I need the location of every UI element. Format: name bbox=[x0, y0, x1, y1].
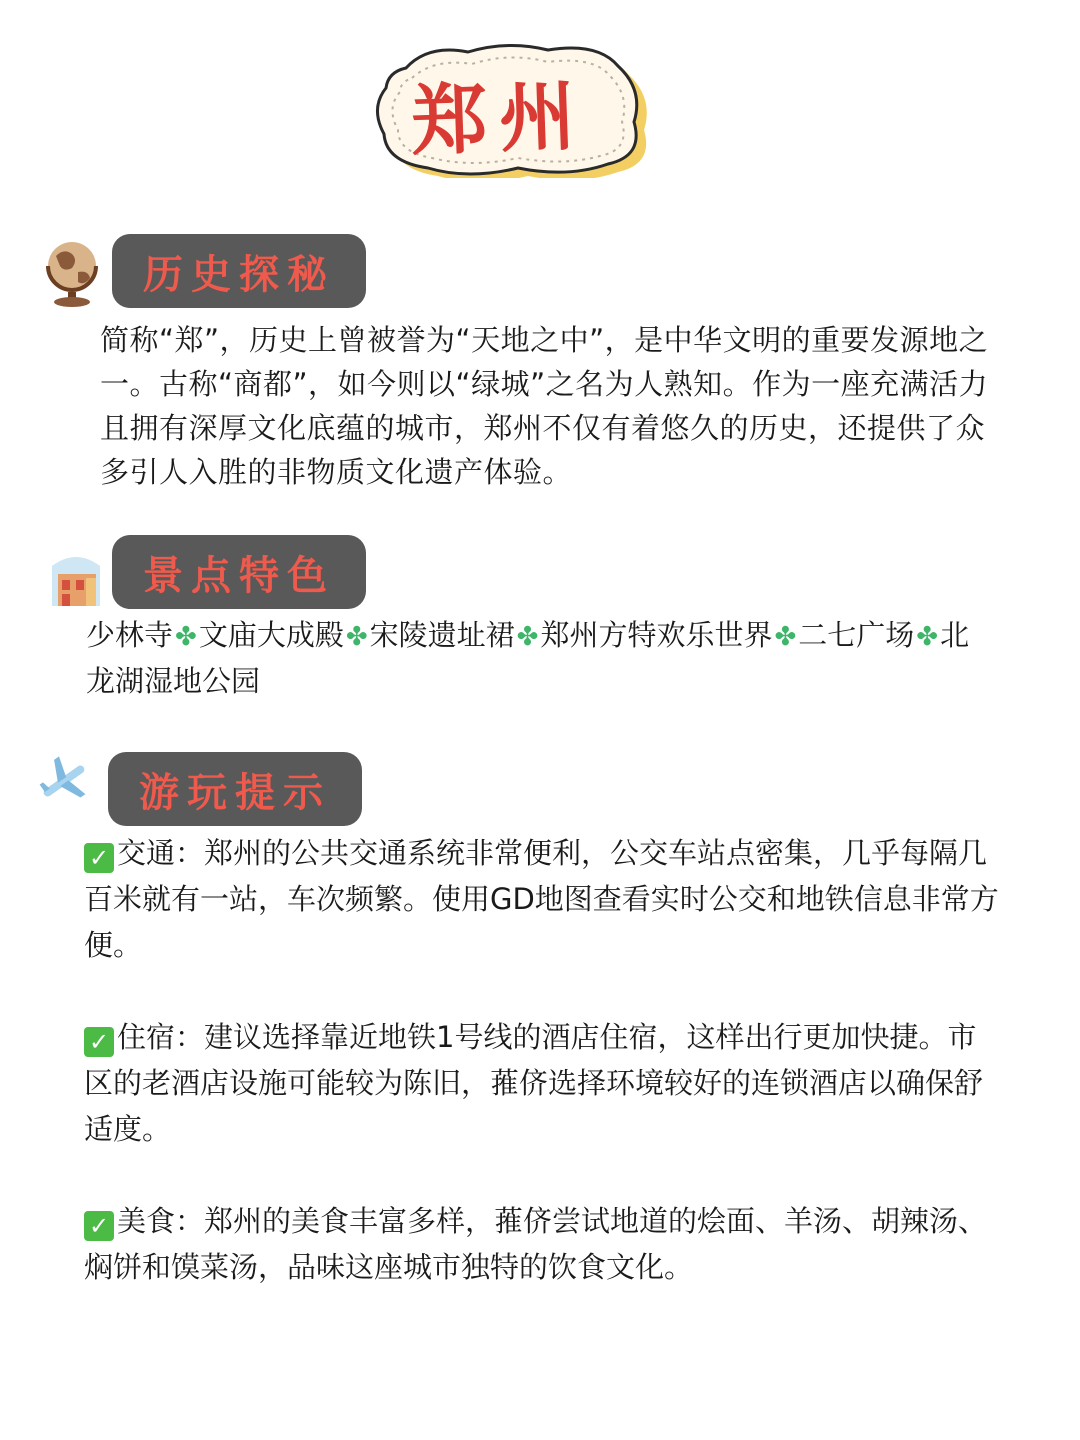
tip-text: 住宿：建议选择靠近地铁1号线的酒店住宿，这样出行更加快捷。市区的老酒店设施可能较为陈旧，蓷侪选择环境较好的连锁酒店以确保舒适度。 bbox=[84, 1020, 984, 1146]
tip-food bbox=[84, 1198, 1004, 1290]
page-title: 郑州 bbox=[409, 70, 589, 167]
spot-item: 二七广场 bbox=[798, 618, 915, 652]
checkmark-icon: ✓ bbox=[84, 1027, 114, 1057]
section-tips-heading bbox=[108, 752, 362, 826]
airplane-icon bbox=[36, 754, 92, 808]
globe-icon bbox=[42, 234, 104, 308]
checkmark-icon: ✓ bbox=[84, 1211, 114, 1241]
section-history-heading bbox=[112, 234, 366, 308]
tip-text: 交通：郑州的公共交通系统非常便利，公交车站点密集，几乎每隔几百米就有一站，车次频繁。使用GD地图查看实时公交和地铁信息非常方便。 bbox=[84, 836, 999, 962]
spots-list bbox=[86, 613, 986, 703]
spot-item: 少林寺 bbox=[86, 618, 174, 652]
clover-icon: ✤ bbox=[175, 622, 197, 652]
title-badge bbox=[368, 38, 648, 178]
section-spots-label: 景点特色 bbox=[143, 551, 335, 599]
section-tips-label: 游玩提示 bbox=[139, 768, 331, 816]
building-icon bbox=[48, 552, 104, 608]
clover-icon: ✤ bbox=[916, 622, 939, 652]
section-history-label: 历史探秘 bbox=[143, 250, 335, 298]
checkmark-icon: ✓ bbox=[84, 843, 114, 873]
tip-accommodation bbox=[84, 1014, 1004, 1152]
tip-text: 美食：郑州的美食丰富多样，蓷侪尝试地道的烩面、羊汤、胡辣汤、焖饼和馍菜汤，品味这座城市独特的饮食文化。 bbox=[84, 1204, 988, 1284]
spot-item: 北龙湖湿地公园 bbox=[86, 618, 970, 698]
spot-item: 郑州方特欢乐世界 bbox=[540, 618, 773, 652]
spot-item: 宋陵遗址裙 bbox=[369, 618, 515, 652]
clover-icon: ✤ bbox=[774, 622, 797, 652]
clover-icon: ✤ bbox=[345, 622, 368, 652]
history-paragraph: 简称“郑”，历史上曾被誉为“天地之中”，是中华文明的重要发源地之一。古称“商都”，如今则以“绿城”之名为人熟知。作为一座充满活力且拥有深厚文化底蕴的城市，郑州不仅有着悠久的历史，还提供了众多引人入胜的非物质文化遗产体验。 bbox=[100, 323, 989, 489]
clover-icon: ✤ bbox=[516, 622, 539, 652]
section-spots-heading bbox=[112, 535, 366, 609]
spot-item: 文庙大成殿 bbox=[198, 618, 344, 652]
tip-transport bbox=[84, 830, 1004, 968]
